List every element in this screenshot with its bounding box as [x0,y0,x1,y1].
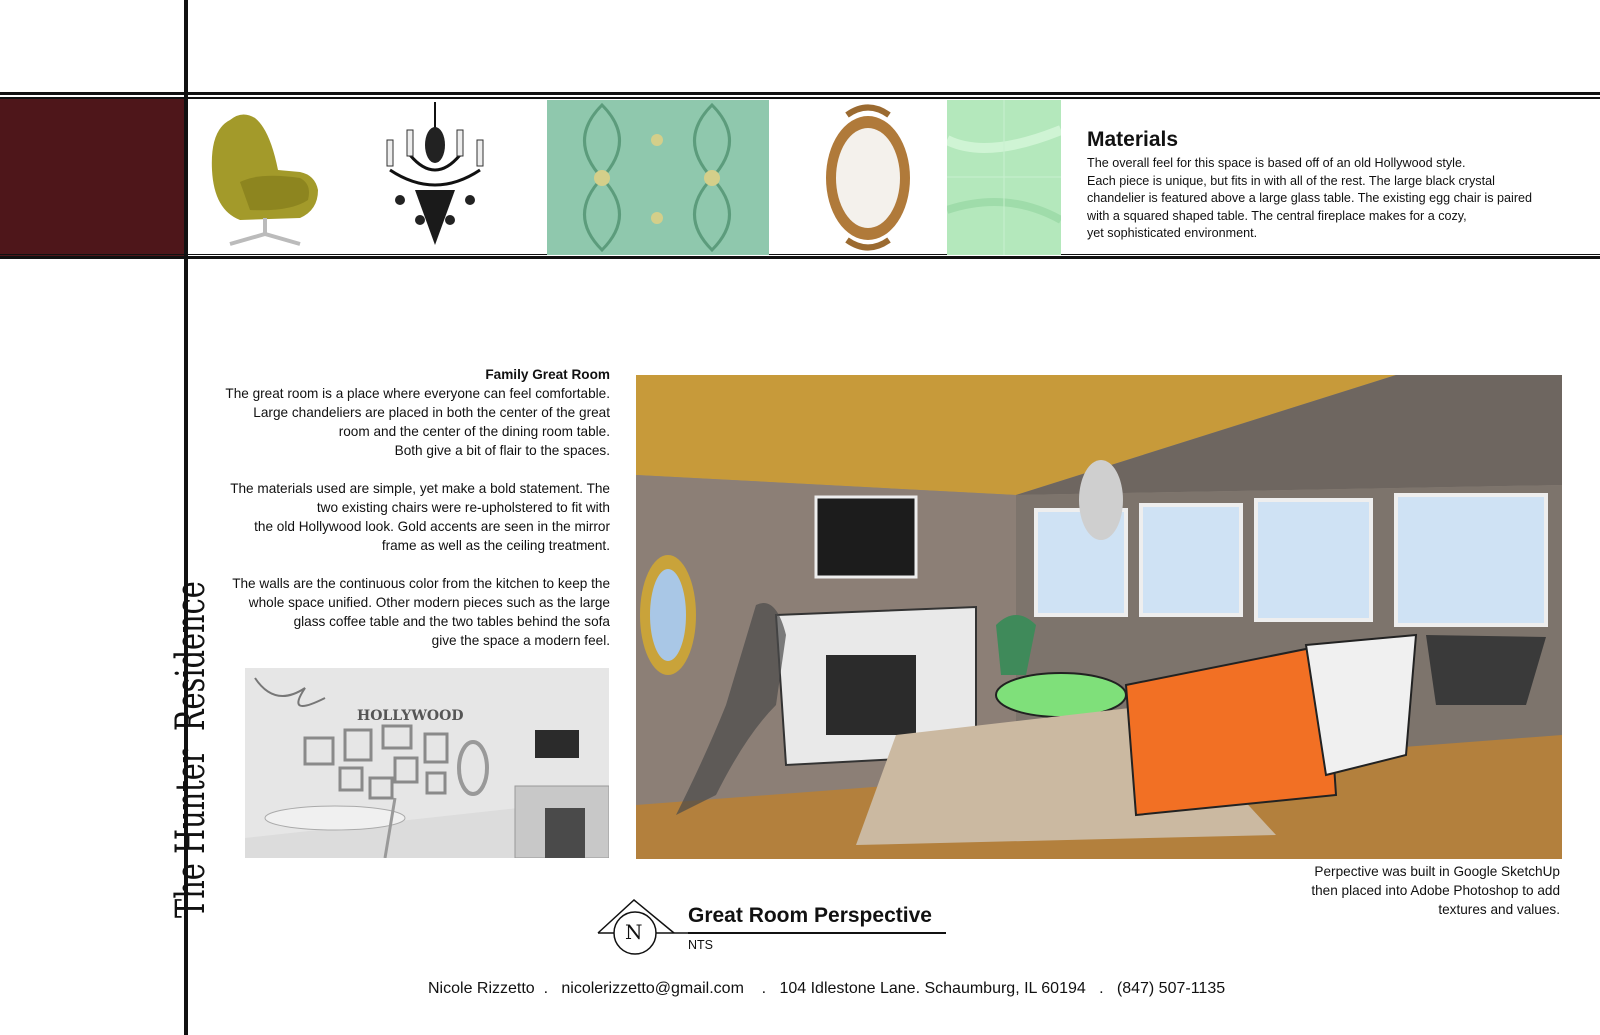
materials-title: Materials [1087,128,1179,151]
room-heading: Family Great Room [485,367,610,382]
egg-chair-image [200,100,330,255]
gold-mirror-image [812,100,924,255]
perspective-title: Great Room Perspective [688,904,932,927]
room-paragraph-2: The materials used are simple, yet make a bold statement. The two existing chairs were re-upholstered to fit with the old Hollywood look. Gold accents are seen in the mirror frame as well as the ceiling treatment. [230,481,610,553]
project-title: The Hunter Residence [168,581,214,918]
room-description [196,365,610,669]
room-paragraph-1: The great room is a place where everyone can feel comfortable. Large chandeliers are placed in both the center of the great room and the center of the dining room table. Both give a bit of flair to the spaces. [225,386,610,458]
accent-color-block [0,98,184,258]
north-arrow-label: N [625,920,643,944]
north-arrow [596,898,688,956]
scale-label: NTS [688,938,713,952]
green-onyx-image [947,100,1061,255]
materials-description: The overall feel for this space is based off of an old Hollywood style. Each piece is unique, but fits in with all of the rest. The large black crystal chandelier is featured above a large glass table. The existing egg chair is paired with a squared shaped table. The central fireplace makes for a cozy, yet sophisticated environment. [1087,156,1533,240]
contact-footer: Nicole Rizzetto . nicolerizzetto@gmail.com . 104 Idlestone Lane. Schaumburg, IL 60194 . (847) 507-1135 [428,980,1226,997]
damask-wallpaper-image [547,100,769,255]
great-room-perspective-image [636,375,1562,859]
chandelier-image [370,100,500,255]
band-top-rule [0,92,1600,95]
band-bottom-rule [0,256,1600,259]
hollywood-sign-text: HOLLYWOOD [357,708,464,724]
perspective-title-underline [688,932,946,934]
band-top-rule-inner [0,97,1600,99]
room-paragraph-3: The walls are the continuous color from the kitchen to keep the whole space unified. Other modern pieces such as the large glass coffee table and the two tables behind the sofa give the space a modern feel. [232,576,610,648]
perspective-caption: Perpective was built in Google SketchUp then placed into Adobe Photoshop to add textures and values. [1311,864,1560,917]
sketchup-model-image [245,668,609,858]
